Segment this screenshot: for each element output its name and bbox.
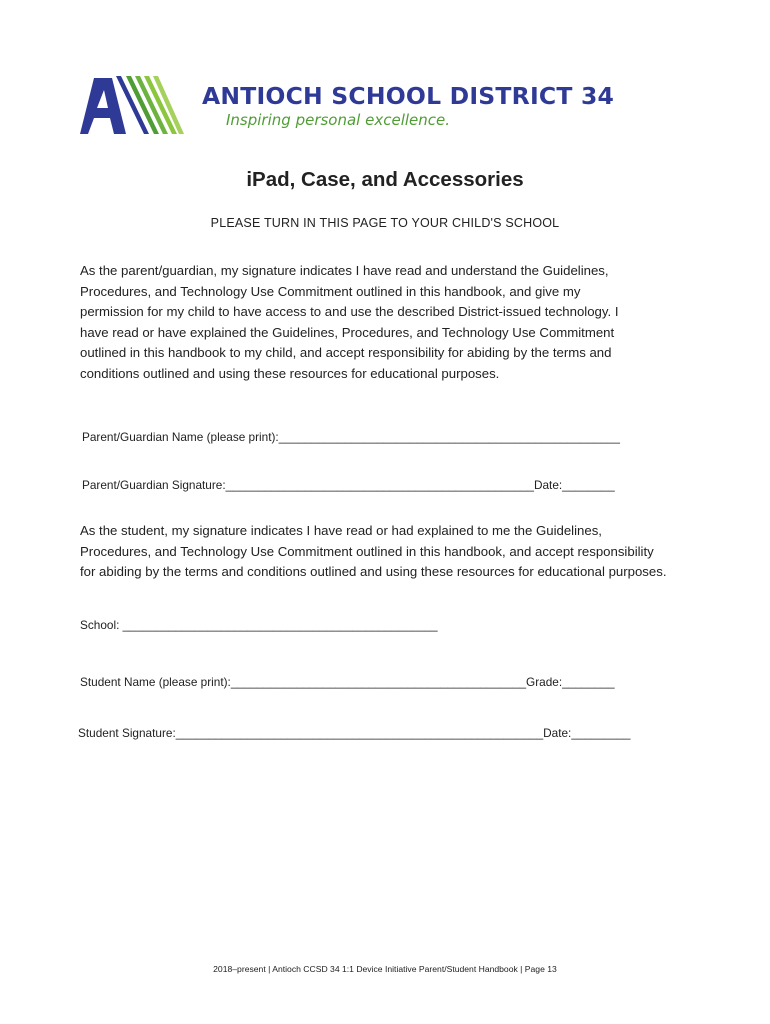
- parent-signature-field[interactable]: Parent/Guardian Signature:_______________________________________________Date:________: [82, 478, 615, 492]
- student-name-field[interactable]: Student Name (please print):_____________________________________________Grade:________: [80, 675, 615, 689]
- turn-in-instruction: PLEASE TURN IN THIS PAGE TO YOUR CHILD'S SCHOOL: [210, 216, 560, 230]
- statement-line: for abiding by the terms and conditions outlined and using these resources for educational purposes.: [80, 564, 667, 580]
- statement-line: As the parent/guardian, my signature indicates I have read and understand the Guidelines,: [80, 263, 609, 278]
- logo-stripes: [116, 76, 184, 134]
- student-signature-field[interactable]: Student Signature:________________________________________________________Date:_________: [78, 726, 631, 740]
- parent-statement: [80, 261, 710, 385]
- statement-line: permission for my child to have access to and use the described District-issued technology. I: [80, 304, 619, 320]
- statement-line: outlined in this handbook to my child, and accept responsibility for abiding by the terms and: [80, 345, 612, 361]
- a-letter-logo-icon: [80, 76, 184, 136]
- statement-line: have read or have explained the Guidelines, Procedures, and Technology Use Commitment: [80, 324, 615, 340]
- statement-line: Procedures, and Technology Use Commitment outlined in this handbook, and accept responsibility: [80, 543, 654, 559]
- statement-line: conditions outlined and using these resources for educational purposes.: [80, 365, 500, 381]
- statement-line: Procedures, and Technology Use Commitment outlined in this handbook, and give my: [80, 283, 581, 299]
- district-name: ANTIOCH SCHOOL DISTRICT 34: [202, 82, 615, 110]
- statement-line: As the student, my signature indicates I have read or had explained to me the Guidelines,: [80, 523, 602, 538]
- school-field[interactable]: School: ________________________________________________: [80, 618, 438, 632]
- logo-letter-a: [80, 78, 126, 134]
- page-footer: 2018–present | Antioch CCSD 34 1:1 Device Initiative Parent/Student Handbook | Page 13: [213, 964, 557, 974]
- district-tagline: Inspiring personal excellence.: [226, 111, 451, 129]
- parent-name-field[interactable]: Parent/Guardian Name (please print):____________________________________________________: [82, 430, 620, 444]
- page-title: iPad, Case, and Accessories: [246, 168, 524, 191]
- student-statement: [80, 521, 710, 583]
